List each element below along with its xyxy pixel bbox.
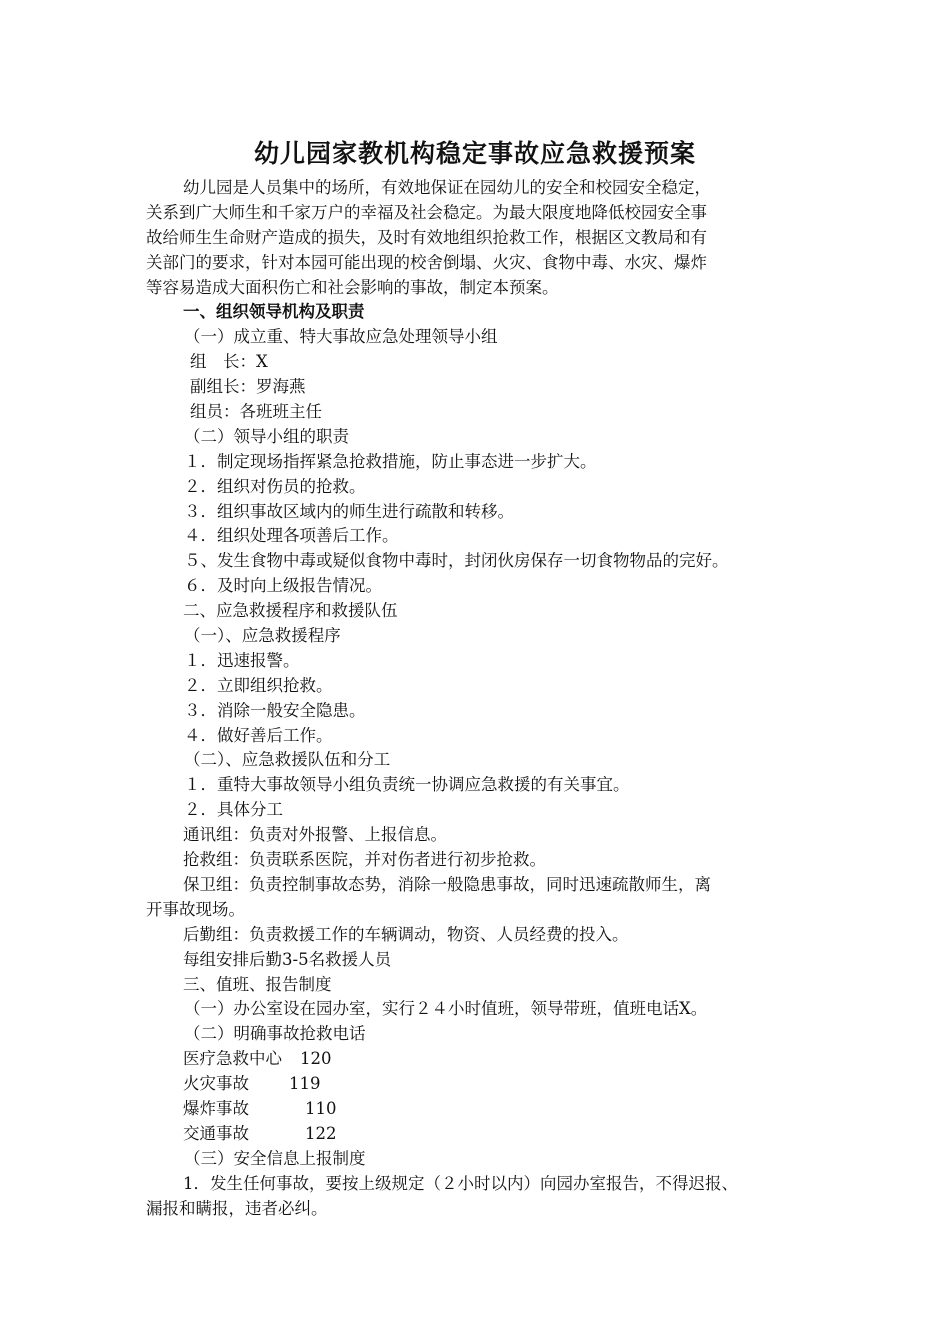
duty-item: ２．组织对伤员的抢救。: [184, 476, 366, 496]
report-rule-line-continued: 漏报和瞒报，违者必纠。: [146, 1198, 328, 1218]
phone-number: 119: [289, 1074, 321, 1094]
procedure-step: １．迅速报警。: [184, 650, 300, 670]
phone-number: 122: [305, 1123, 337, 1143]
intro-line: 等容易造成大面积伤亡和社会影响的事故，制定本预案。: [146, 277, 559, 297]
leader-line: 组 长：X: [190, 352, 268, 372]
procedure-step: ４．做好善后工作。: [184, 725, 333, 745]
s3-sub-heading-1: （一）办公室设在园办室，实行２４小时值班，领导带班，值班电话X。: [184, 999, 708, 1019]
phone-number: 110: [305, 1098, 337, 1118]
section-3-heading: 三、值班、报告制度: [183, 974, 332, 994]
procedure-step: ３．消除一般安全隐患。: [184, 700, 366, 720]
phone-row: [146, 1122, 816, 1147]
members-line: 组员：各班班主任: [190, 402, 322, 422]
staffing-line: 每组安排后勤3-5名救援人员: [183, 949, 392, 969]
communication-group-line: 通讯组：负责对外报警、上报信息。: [183, 825, 447, 845]
team-item: １．重特大事故领导小组负责统一协调应急救援的有关事宜。: [184, 775, 630, 795]
section-2-heading: 二、应急救援程序和救援队伍: [183, 601, 398, 621]
duty-item: ３．组织事故区域内的师生进行疏散和转移。: [184, 501, 514, 521]
phone-label: 爆炸事故: [183, 1098, 249, 1118]
report-rule-line: 1．发生任何事故，要按上级规定（２小时以内）向园办室报告，不得迟报、: [183, 1173, 738, 1193]
duty-item: ６．及时向上级报告情况。: [184, 576, 382, 596]
deputy-leader-line: 副组长：罗海燕: [190, 377, 306, 397]
security-group-line: 保卫组：负责控制事故态势，消除一般隐患事故，同时迅速疏散师生，离: [183, 874, 711, 894]
phone-label: 交通事故: [183, 1123, 249, 1143]
phone-label: 医疗急救中心: [183, 1049, 282, 1069]
phone-row: [146, 1047, 816, 1072]
document-title: 幼儿园家教机构稳定事故应急救援预案: [253, 139, 696, 168]
phone-label: 火灾事故: [183, 1074, 249, 1094]
intro-line: 幼儿园是人员集中的场所，有效地保证在园幼儿的安全和校园安全稳定，: [183, 178, 711, 197]
document-body: [146, 176, 816, 1221]
phone-row: [146, 1097, 816, 1122]
logistics-group-line: 后勤组：负责救援工作的车辆调动，物资、人员经费的投入。: [183, 924, 629, 944]
s2-sub-heading-2: （二）、应急救援队伍和分工: [184, 750, 391, 770]
duty-item: １．制定现场指挥紧急抢救措施，防止事态进一步扩大。: [184, 451, 597, 471]
team-item: ２．具体分工: [184, 800, 283, 820]
intro-line: 故给师生生命财产造成的损失，及时有效地组织抢救工作，根据区文教局和有: [146, 227, 707, 247]
procedure-step: ２．立即组织抢救。: [184, 675, 333, 695]
duty-item: ５、发生食物中毒或疑似食物中毒时，封闭伙房保存一切食物物品的完好。: [184, 551, 729, 571]
s3-sub-heading-3: （三）安全信息上报制度: [184, 1148, 366, 1168]
rescue-group-line: 抢救组：负责联系医院，并对伤者进行初步抢救。: [183, 850, 546, 870]
intro-line: 关部门的要求，针对本园可能出现的校舍倒塌、火灾、食物中毒、水灾、爆炸: [146, 252, 707, 272]
s2-sub-heading-1: （一）、应急救援程序: [184, 626, 341, 646]
intro-line: 关系到广大师生和千家万户的幸福及社会稳定。为最大限度地降低校园安全事: [146, 202, 707, 222]
phone-row: [146, 1072, 816, 1097]
s3-sub-heading-2: （二）明确事故抢救电话: [184, 1024, 366, 1044]
s1-sub-heading-1: （一）成立重、特大事故应急处理领导小组: [184, 327, 498, 347]
s1-sub-heading-2: （二）领导小组的职责: [184, 426, 349, 446]
section-1-heading: 一、组织领导机构及职责: [183, 302, 365, 322]
duty-item: ４．组织处理各项善后工作。: [184, 526, 399, 546]
phone-number: 120: [300, 1049, 332, 1069]
security-group-line-continued: 开事故现场。: [146, 899, 245, 919]
